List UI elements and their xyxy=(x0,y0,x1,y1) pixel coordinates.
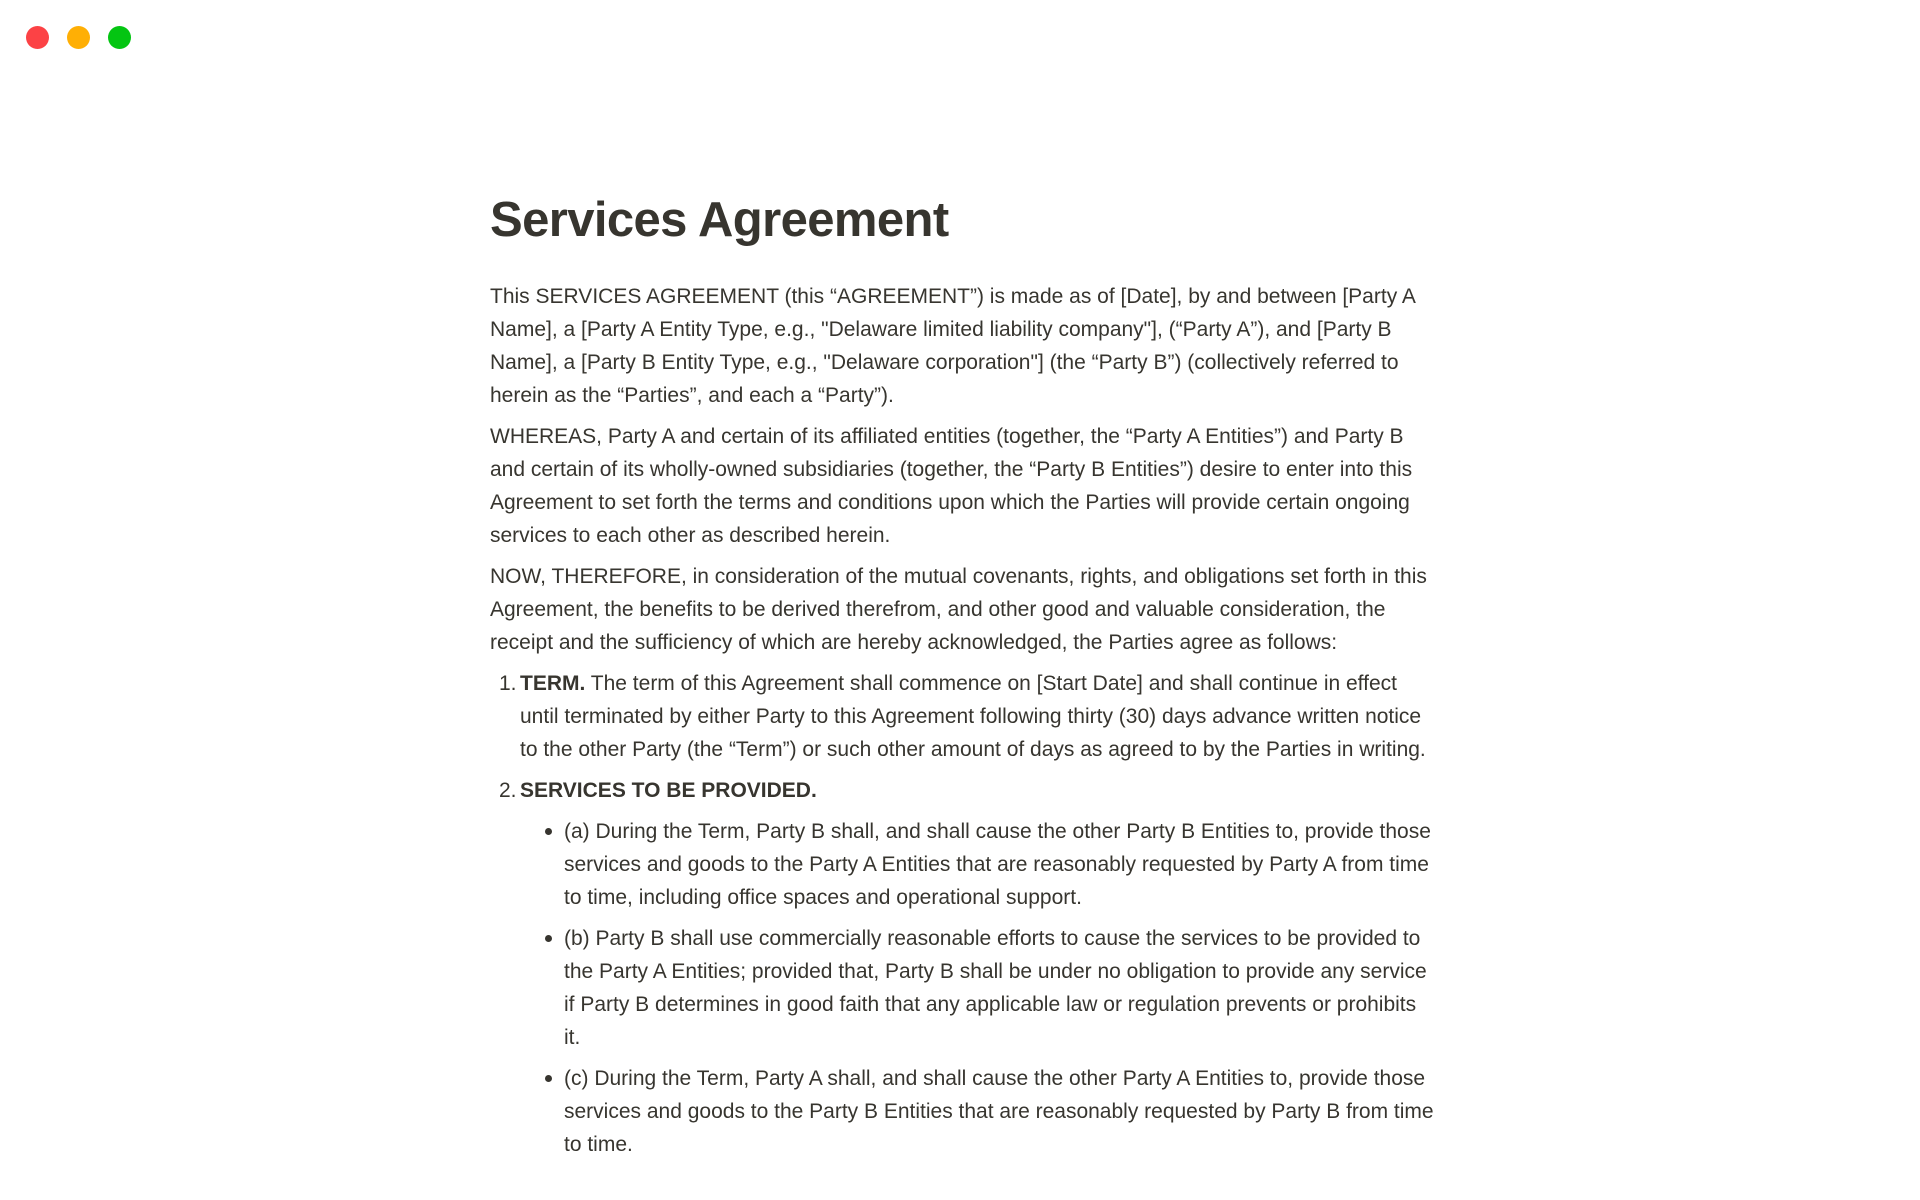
minimize-button[interactable] xyxy=(67,26,90,49)
bullet-item-b[interactable] xyxy=(490,922,1438,1054)
list-number: 2. xyxy=(499,779,517,802)
paragraph-preamble[interactable]: This SERVICES AGREEMENT (this “AGREEMENT”) is made as of [Date], by and between [Party A Name], a [Party A Entity Type, e.g., "Delaware limited liability company"], (“Party A”), and [Party B Name], a [Party B Entity Type, e.g., "Delaware corporation"] (the “Party B”) (collectively referred to herein as the “Parties”, and each a “Party”). xyxy=(490,285,1415,407)
close-button[interactable] xyxy=(26,26,49,49)
bullet-icon xyxy=(543,1062,564,1161)
paragraph-now-therefore[interactable]: NOW, THEREFORE, in consideration of the mutual covenants, rights, and obligations set forth in this Agreement, the benefits to be derived therefrom, and other good and valuable consideration, the receipt and the sufficiency of which are hereby acknowledged, the Parties agree as follows: xyxy=(490,565,1427,654)
paragraph-whereas[interactable]: WHEREAS, Party A and certain of its affiliated entities (together, the “Party A Entities”) and Party B and certain of its wholly-owned subsidiaries (together, the “Party B Entities”) desire to enter into this Agreement to set forth the terms and conditions upon which the Parties will provide certain ongoing services to each other as described herein. xyxy=(490,425,1413,547)
numbered-item-text xyxy=(520,667,1438,766)
bullet-text: (a) During the Term, Party B shall, and shall cause the other Party B Entities to, provide those services and goods to the Party A Entities that are reasonably requested by Party A from time to time, including office spaces and operational support. xyxy=(564,820,1431,909)
bullet-text: (c) During the Term, Party A shall, and shall cause the other Party A Entities to, provide those services and goods to the Party B Entities that are reasonably requested by Party B from time to time. xyxy=(564,1067,1434,1156)
document-page xyxy=(490,0,1438,1169)
zoom-button[interactable] xyxy=(108,26,131,49)
list-number: 1. xyxy=(499,672,517,695)
term-body: The term of this Agreement shall commence on [Start Date] and shall continue in effect until terminated by either Party to this Agreement following thirty (30) days advance written notice to the other Party (the “Term”) or such other amount of days as agreed to by the Parties in writing. xyxy=(520,672,1426,761)
page-title[interactable]: Services Agreement xyxy=(490,193,949,247)
numbered-item-text xyxy=(520,774,1438,807)
bullet-icon xyxy=(543,922,564,1054)
bullet-icon xyxy=(543,815,564,914)
numbered-item-term[interactable] xyxy=(490,667,1438,766)
term-heading: TERM. xyxy=(520,672,586,695)
services-heading: SERVICES TO BE PROVIDED. xyxy=(520,779,817,802)
bullet-item-a[interactable] xyxy=(490,815,1438,914)
bullet-item-c[interactable] xyxy=(490,1062,1438,1161)
window-controls xyxy=(26,26,131,49)
numbered-item-services[interactable] xyxy=(490,774,1438,807)
bullet-text: (b) Party B shall use commercially reasonable efforts to cause the services to be provided to the Party A Entities; provided that, Party B shall be under no obligation to provide any service if Party B determines in good faith that any applicable law or regulation prevents or prohibits it. xyxy=(564,927,1427,1049)
